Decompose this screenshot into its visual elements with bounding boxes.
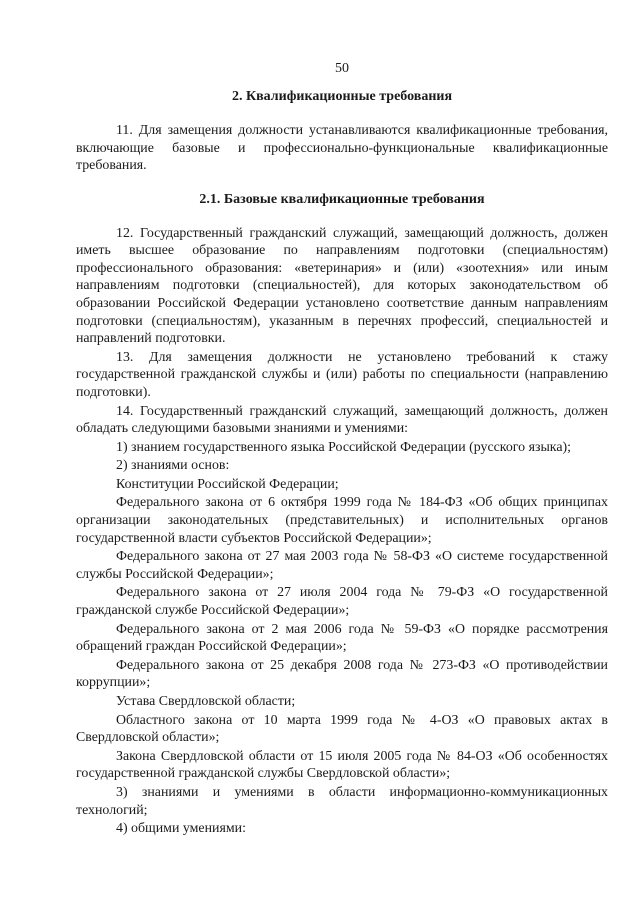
list-item-knowledge-basics: 2) знаниями основ: xyxy=(116,458,230,474)
law-item-273-fz: Федерального закона от 25 декабря 2008 года № 273-ФЗ «О противодействии коррупции»; xyxy=(76,657,608,691)
law-item-84-oz: Закона Свердловской области от 15 июля 2005 года № 84-ОЗ «Об особенностях государственной гражданской службы Свердловской области»; xyxy=(76,748,608,782)
document-page xyxy=(76,60,608,839)
paragraph-12: 12. Государственный гражданский служащий, замещающий должность, должен иметь высшее образование по направлениям подготовки (специальностям) профессионального образования: «ветеринария» и (или) «зоотехния» или иным направлениям подготовки (специальностей), для которых законодательством об образовании Российской Федерации установлено соответствие данным направлениям подготовки (специальностям), указанным в перечнях профессий, специальностей и направлений подготовки. xyxy=(76,225,608,347)
law-item-59-fz: Федерального закона от 2 мая 2006 года № 59-ФЗ «О порядке рассмотрения обращений граждан Российской Федерации»; xyxy=(76,621,608,655)
law-item-constitution: Конституции Российской Федерации; xyxy=(116,476,339,492)
paragraph-13: 13. Для замещения должности не установлено требований к стажу государственной гражданской службы и (или) работы по специальности (направлению подготовки). xyxy=(76,349,608,400)
law-item-58-fz: Федерального закона от 27 мая 2003 года № 58-ФЗ «О системе государственной службы Российской Федерации»; xyxy=(76,549,608,582)
subsection-heading: 2.1. Базовые квалификационные требования xyxy=(199,191,485,207)
list-item-ict: 3) знаниями и умениями в области информационно-коммуникационных технологий; xyxy=(76,784,608,818)
page-number: 50 xyxy=(335,61,349,76)
law-item-79-fz: Федерального закона от 27 июля 2004 года № 79-ФЗ «О государственной гражданской службе Российской Федерации»; xyxy=(76,585,608,619)
law-item-184-fz: Федерального закона от 6 октября 1999 года № 184-ФЗ «Об общих принципах организации законодательных (представительных) и исполнительных органов государственной власти субъектов Российской Федерации»; xyxy=(76,495,608,546)
list-item-state-language: 1) знанием государственного языка Российской Федерации (русского языка); xyxy=(116,439,571,455)
law-item-4-oz: Областного закона от 10 марта 1999 года № 4-ОЗ «О правовых актах в Свердловской области»; xyxy=(76,712,608,746)
paragraph-11: 11. Для замещения должности устанавливаются квалификационные требования, включающие базовые и профессионально-функциональные квалификационные требования. xyxy=(76,123,608,174)
law-item-charter: Устава Свердловской области; xyxy=(116,694,296,709)
list-item-general-skills: 4) общими умениями: xyxy=(116,821,246,837)
paragraph-14: 14. Государственный гражданский служащий, замещающий должность, должен обладать следующими базовыми знаниями и умениями: xyxy=(76,403,608,437)
section-heading: 2. Квалификационные требования xyxy=(231,88,453,104)
